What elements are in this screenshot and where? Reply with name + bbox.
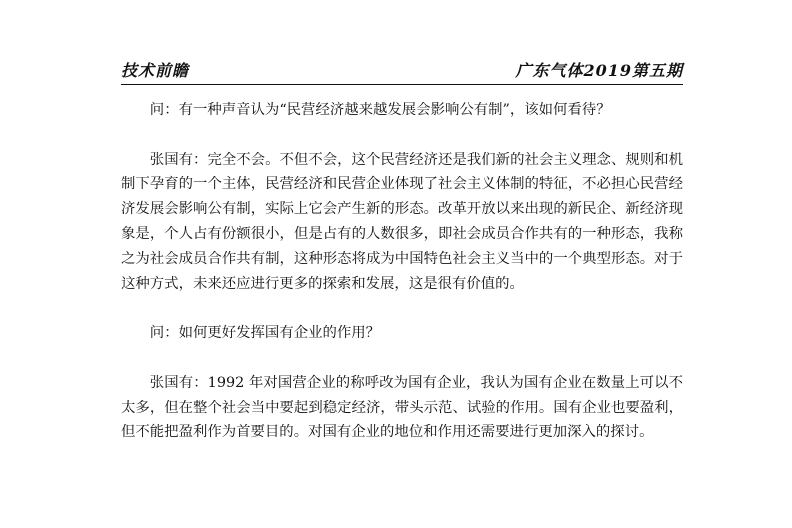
question-2: 问：如何更好发挥国有企业的作用？ bbox=[149, 325, 381, 342]
journal-issue: 广东气体2019第五期 bbox=[515, 61, 683, 80]
answer-2: 张国有：1992 年对国营企业的称呼改为国有企业，我认为国有企业在数量上可以不太多，但在整个社会当中要起到稳定经济，带头示范、试验的作用。国有企业也要盈利，但不能把盈利作为首要目的。对国有企业的地位和作用还需要进行更加深入的探讨。 bbox=[121, 374, 683, 441]
article-body bbox=[121, 98, 683, 470]
page-header bbox=[121, 56, 683, 85]
section-title: 技术前瞻 bbox=[121, 61, 190, 80]
answer-1: 张国有：完全不会。不但不会，这个民营经济还是我们新的社会主义理念、规则和机制下孕育的一个主体，民营经济和民营企业体现了社会主义体制的特征，不必担心民营经济发展会影响公有制，实际上它会产生新的形态。改革开放以来出现的新民企、新经济现象是，个人占有份额很小，但是占有的人数很多，即社会成员合作共有的一种形态，我称之为社会成员合作共有制，这种形态将成为中国特色社会主义当中的一个典型形态。对于这种方式，未来还应进行更多的探索和发展，这是很有价值的。 bbox=[121, 151, 683, 292]
question-1: 问：有一种声音认为“民营经济越来越发展会影响公有制”，该如何看待？ bbox=[149, 102, 611, 118]
